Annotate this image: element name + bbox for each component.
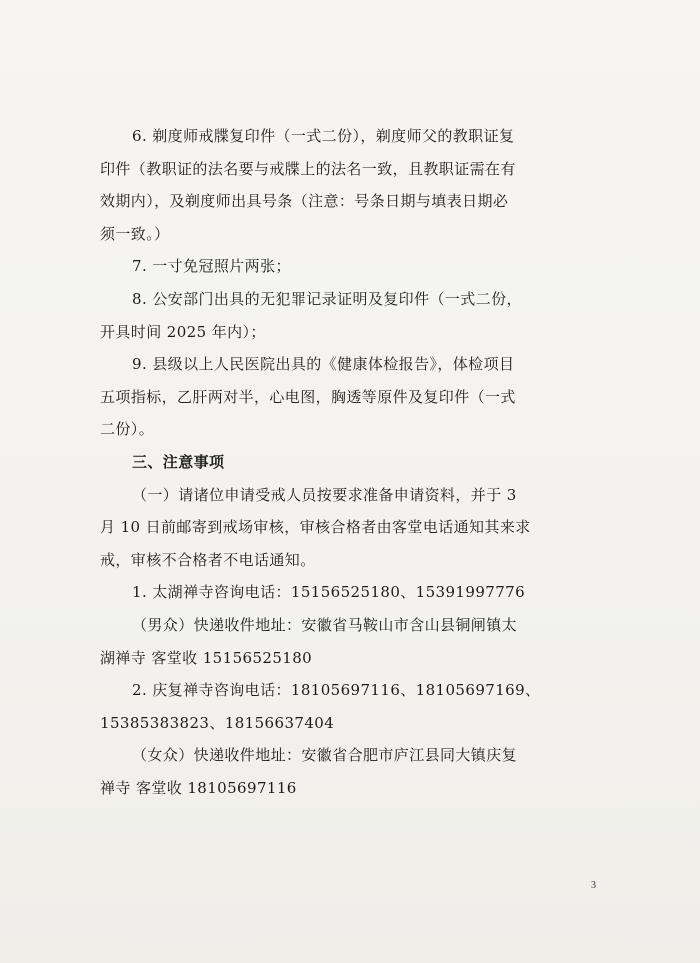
text-line: 禅寺 客堂收 18105697116 (100, 778, 297, 797)
text-line: 须一致。） (100, 224, 170, 243)
text-line: 开具时间 2025 年内）； (100, 322, 266, 341)
text-line: （一）请诸位申请受戒人员按要求准备申请资料，并于 3 (132, 485, 517, 504)
text-line: 9. 县级以上人民医院出具的《健康体检报告》，体检项目 (132, 355, 515, 374)
text-line: 印件（教职证的法名要与戒牒上的法名一致，且教职证需在有 (100, 159, 516, 178)
text-line: （女众）快递收件地址：安徽省合肥市庐江县同大镇庆复 (132, 746, 518, 765)
text-line: 月 10 日前邮寄到戒场审核，审核合格者由客堂电话通知其来求 (100, 518, 531, 537)
text-line: 2. 庆复禅寺咨询电话：18105697116、18105697169、 (132, 681, 541, 700)
document-body (100, 120, 600, 804)
text-line: 15385383823、18156637404 (100, 713, 335, 732)
text-line: 五项指标，乙肝两对半，心电图，胸透等原件及复印件（一式 (100, 387, 516, 406)
text-line: 1. 太湖禅寺咨询电话：15156525180、15391997776 (132, 583, 526, 602)
text-line: （男众）快递收件地址：安徽省马鞍山市含山县铜闸镇太 (132, 615, 518, 634)
text-line: 戒，审核不合格者不电话通知。 (100, 550, 316, 569)
text-line: 7. 一寸免冠照片两张； (132, 257, 291, 276)
text-line: 8. 公安部门出具的无犯罪记录证明及复印件（一式二份， (132, 289, 522, 308)
page-number: 3 (591, 880, 596, 891)
section-heading: 三、注意事项 (132, 452, 225, 471)
text-line: 二份）。 (100, 420, 155, 439)
text-line: 湖禅寺 客堂收 15156525180 (100, 648, 313, 667)
text-line: 效期内），及剃度师出具号条（注意：号条日期与填表日期必 (100, 192, 509, 211)
text-line: 6. 剃度师戒牒复印件（一式二份），剃度师父的教职证复 (132, 127, 515, 145)
